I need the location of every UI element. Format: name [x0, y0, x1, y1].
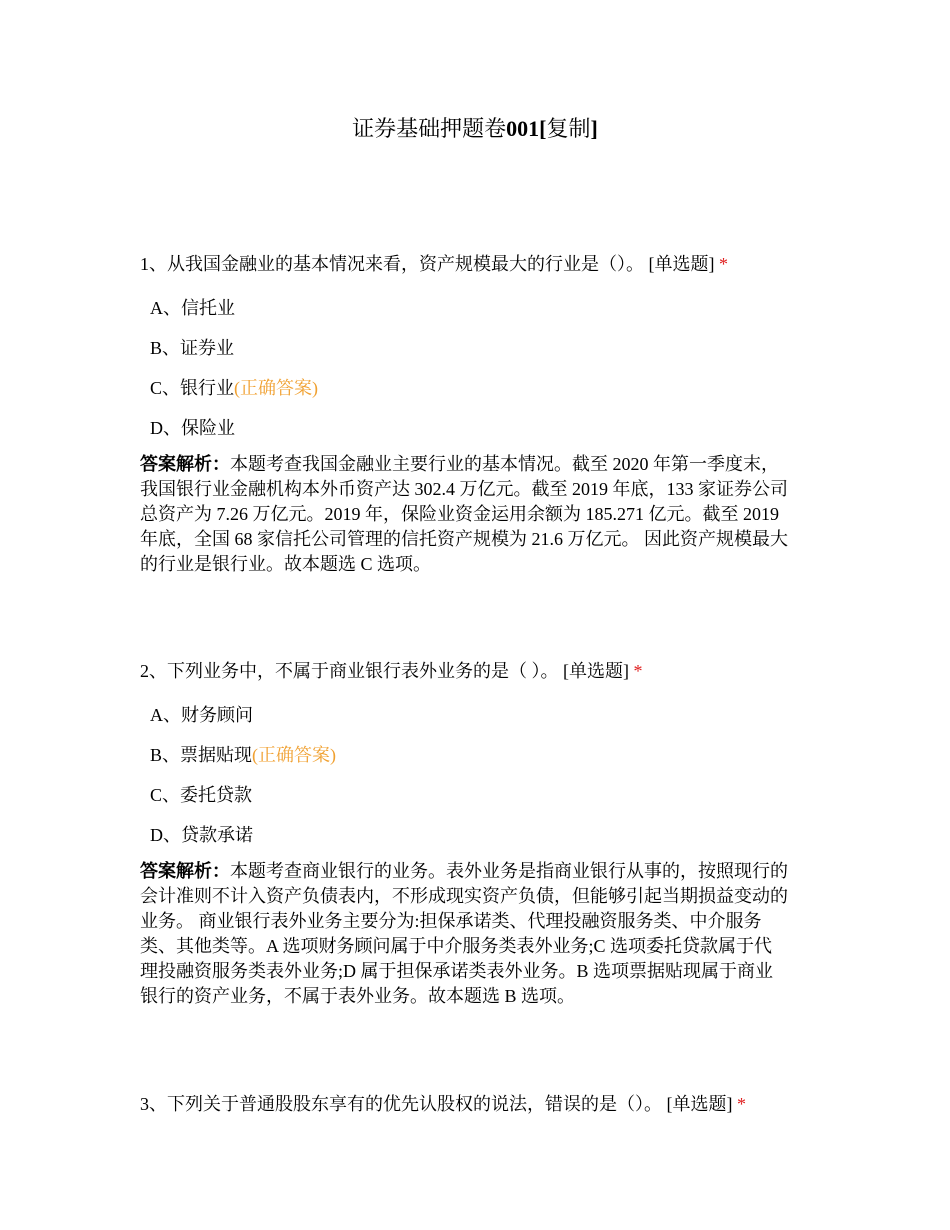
- question-type: [单选题]: [563, 661, 629, 681]
- option-a[interactable]: [140, 288, 820, 328]
- question-type: [单选题]: [666, 1094, 733, 1114]
- question-3: [140, 1090, 820, 1118]
- correct-answer-tag: (正确答案): [252, 745, 337, 765]
- text: 理投融资服务类表外业务;D 属于担保承诺类表外业务。B 选项票据贴现属于商业: [140, 961, 774, 981]
- explanation-label: 答案解析：: [140, 454, 230, 474]
- text: D、贷款承诺: [150, 825, 253, 845]
- text: 我国银行业金融机构本外币资产达 302.4 万亿元。截至 2019 年底，133 家证券公司: [140, 479, 788, 499]
- option-c[interactable]: [140, 775, 820, 815]
- text: 会计准则不计入资产负债表内，不形成现实资产负债，但能够引起当期损益变动的: [140, 886, 788, 906]
- text: 总资产为 7.26 万亿元。2019 年，保险业资金运用余额为 185.271 亿元。截至 2019: [140, 504, 779, 524]
- text: 本题考查我国金融业主要行业的基本情况。截至 2020 年第一季度末，: [230, 454, 779, 474]
- question-2: [140, 657, 820, 1009]
- option-b[interactable]: [140, 735, 820, 775]
- question-1: [140, 250, 820, 577]
- text: 1、从我国金融业的基本情况来看，资产规模最大的行业是（）。: [140, 254, 644, 274]
- text: 本题考查商业银行的业务。表外业务是指商业银行从事的，按照现行的: [230, 861, 788, 881]
- answer-explanation: [140, 452, 820, 577]
- text: A、信托业: [150, 298, 235, 318]
- text: A、财务顾问: [150, 705, 253, 725]
- question-type: [单选题]: [648, 254, 715, 274]
- option-a[interactable]: [140, 695, 820, 735]
- title-suffix: 复制: [546, 116, 591, 141]
- page-title: [0, 112, 950, 143]
- question-text: [140, 250, 820, 278]
- text: 业务。 商业银行表外业务主要分为:担保承诺类、代理投融资服务类、中介服务: [140, 911, 762, 931]
- title-number: 001[: [506, 116, 547, 141]
- option-b[interactable]: [140, 328, 820, 368]
- text: C、银行业: [150, 378, 235, 398]
- answer-explanation: [140, 859, 820, 1009]
- question-text: [140, 1090, 820, 1118]
- explanation-label: 答案解析：: [140, 861, 230, 881]
- required-mark: *: [719, 254, 728, 274]
- text: C、委托贷款: [150, 785, 253, 805]
- correct-answer-tag: (正确答案): [234, 378, 319, 398]
- text: 2、下列业务中，不属于商业银行表外业务的是（ ）。: [140, 661, 559, 681]
- required-mark: *: [737, 1094, 746, 1114]
- option-d[interactable]: [140, 408, 820, 448]
- text: B、证券业: [150, 338, 235, 358]
- text: 类、其他类等。A 选项财务顾问属于中介服务类表外业务;C 选项委托贷款属于代: [140, 936, 773, 956]
- title-text: 证券基础押题卷: [352, 116, 507, 141]
- text: 年底，全国 68 家信托公司管理的信托资产规模为 21.6 万亿元。 因此资产规模最大: [140, 529, 788, 549]
- text: D、保险业: [150, 418, 235, 438]
- title-bracket: ]: [590, 116, 598, 141]
- option-c[interactable]: [140, 368, 820, 408]
- required-mark: *: [633, 661, 643, 681]
- text: B、票据贴现: [150, 745, 253, 765]
- question-text: [140, 657, 820, 685]
- text: 银行的资产业务，不属于表外业务。故本题选 B 选项。: [140, 986, 576, 1006]
- text: 3、下列关于普通股股东享有的优先认股权的说法，错误的是（）。: [140, 1094, 662, 1114]
- text: 的行业是银行业。故本题选 C 选项。: [140, 554, 432, 574]
- option-d[interactable]: [140, 815, 820, 855]
